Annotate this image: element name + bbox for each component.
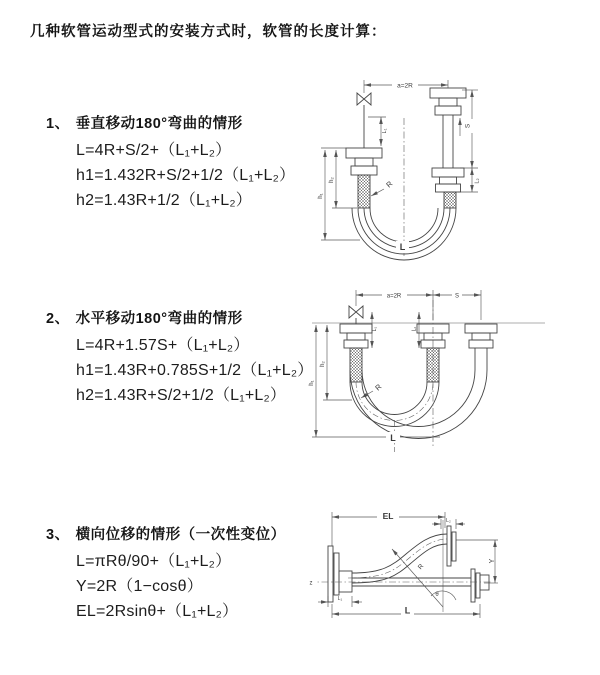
braided-hose-section xyxy=(350,348,362,382)
formula-line: h1=1.43R+0.785S+1/2（L₁+L₂） xyxy=(76,362,314,379)
hose-assembly-drawing xyxy=(328,526,489,602)
dim-label-el: EL xyxy=(382,511,394,521)
dim-label-s: S xyxy=(464,123,472,129)
dim-label-l1: L₁ xyxy=(337,596,343,602)
braided-hose-section xyxy=(358,175,370,208)
valve-icon xyxy=(349,306,363,318)
radius-label: R xyxy=(384,179,395,190)
dim-label-l1: L₁ xyxy=(372,326,378,332)
diagram-3-labels xyxy=(307,510,496,616)
dimension-lines xyxy=(321,80,478,240)
formula-line: L=πRθ/90+（L₁+L₂） xyxy=(76,553,232,570)
section-number: 2、 xyxy=(46,311,70,327)
length-label: L xyxy=(399,242,406,252)
dim-label-h2: h₂ xyxy=(320,361,326,367)
radius-label: R xyxy=(416,562,426,572)
diagram-horizontal-180-bend xyxy=(306,278,600,470)
length-label: L xyxy=(390,433,396,443)
section-number: 3、 xyxy=(46,527,70,543)
section-3-heading xyxy=(46,523,286,544)
dim-label-a2r: a=2R xyxy=(386,293,402,300)
dim-label-h1: h₁ xyxy=(318,193,324,199)
dim-label-l2: L₂ xyxy=(446,518,451,524)
braided-hose-section xyxy=(444,192,456,208)
formula-line: h1=1.432R+S/2+1/2（L₁+L₂） xyxy=(76,167,296,184)
formula-line: h2=1.43R+S/2+1/2（L₁+L₂） xyxy=(76,387,287,404)
hose-assembly-drawing xyxy=(340,306,497,439)
section-number: 1、 xyxy=(46,116,70,132)
formula-line: Y=2R（1−cosθ） xyxy=(76,578,203,595)
formula-line: L=4R+S/2+（L₁+L₂） xyxy=(76,142,232,159)
formula-line: EL=2Rsinθ+（L₁+L₂） xyxy=(76,603,239,620)
formula-line: L=4R+1.57S+（L₁+L₂） xyxy=(76,337,250,354)
diagram-vertical-180-bend xyxy=(312,66,600,268)
dim-label-y: Y xyxy=(489,558,496,564)
dim-label-h1: h₁ xyxy=(309,380,315,386)
diagram-lateral-displacement xyxy=(296,498,600,650)
section-heading-text: 垂直移动180°弯曲的情形 xyxy=(75,116,243,132)
section-1-heading xyxy=(46,112,243,133)
formula-line: h2=1.43R+1/2（L₁+L₂） xyxy=(76,192,252,209)
section-heading-text: 横向位移的情形（一次性变位） xyxy=(75,527,286,543)
dim-label-s: S xyxy=(454,293,460,300)
hose-centerline xyxy=(348,539,447,578)
hose-assembly-drawing xyxy=(346,88,466,260)
dim-label-l1: L₁ xyxy=(382,128,388,134)
page-title: 几种软管运动型式的安装方式时，软管的长度计算： xyxy=(30,24,387,40)
dim-label-l2: L₂ xyxy=(411,326,418,332)
angle-theta-label: θ xyxy=(435,592,439,598)
dim-label-a2r: a=2R xyxy=(397,82,413,90)
dim-label-l2: L₂ xyxy=(474,178,481,184)
dim-label-h2: h₂ xyxy=(329,177,335,183)
section-heading-text: 水平移动180°弯曲的情形 xyxy=(75,311,243,327)
axis-mark-z: z xyxy=(309,580,313,587)
valve-icon xyxy=(357,93,371,105)
length-label: L xyxy=(404,605,411,616)
radius-label: R xyxy=(373,382,384,393)
section-2-heading xyxy=(46,307,243,328)
